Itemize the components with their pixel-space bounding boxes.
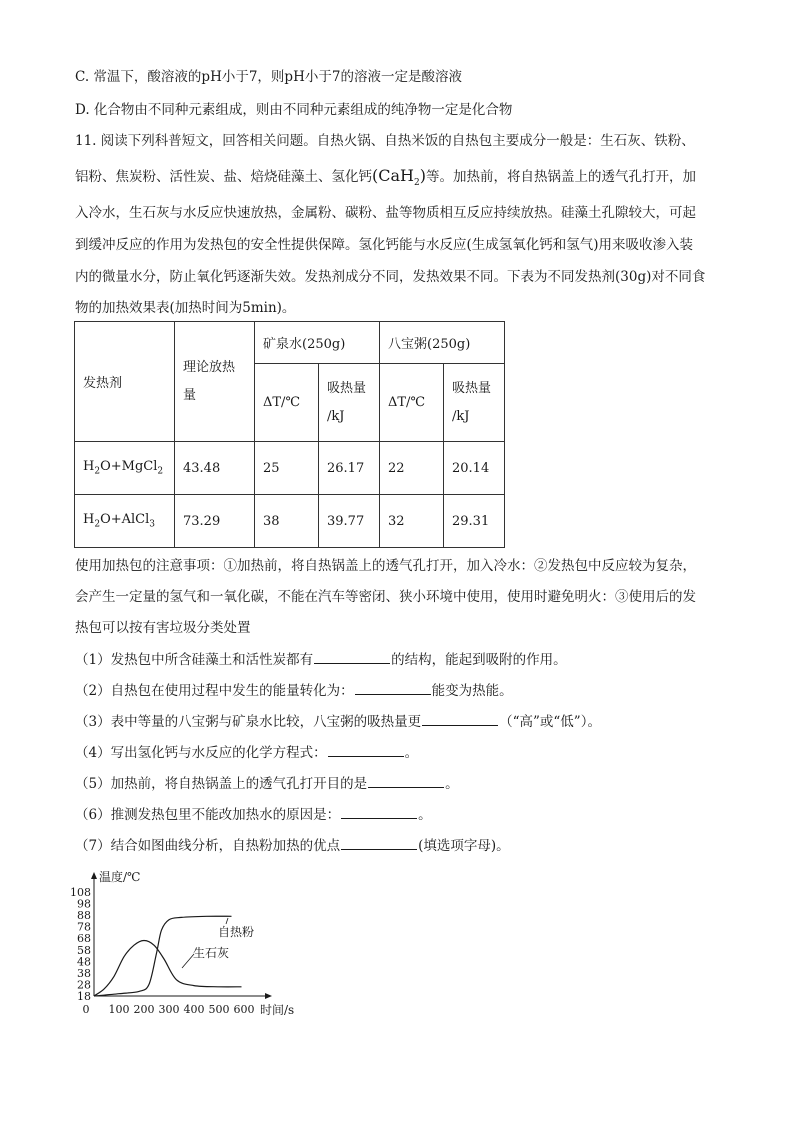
x-tick-label: 100 — [108, 1003, 130, 1016]
question-2: （2）自热包在使用过程中发生的能量转化为： 能变为热能。 — [75, 680, 513, 701]
y-tick-label: 18 — [77, 990, 91, 1003]
header-water: 矿泉水(250g) — [255, 322, 380, 364]
notes-line-1: 使用加热包的注意事项：①加热前，将自热锅盖上的透气孔打开，加入冷水：②发热包中反应较为复杂， — [75, 558, 696, 574]
row-porridge-dt: 22 — [380, 442, 444, 495]
q11-line-2b: 等。加热前，将自热锅盖上的透气孔打开，加 — [425, 169, 696, 185]
y-tick-label: 68 — [77, 932, 91, 946]
q11-line-2a: 铝粉、焦炭粉、活性炭、盐、焙烧硅藻土、氢化钙 — [75, 169, 372, 185]
x-tick-label: 0 — [82, 1003, 90, 1016]
q11-line-5: 内的微量水分，防止氧化钙逐渐失效。发热剂成分不同，发热效果不同。下表为不同发热剂(30g)对不同食 — [75, 269, 706, 285]
notes-line-3: 热包可以按有害垃圾分类处置 — [75, 620, 251, 636]
answer-blank-6[interactable] — [341, 804, 417, 819]
cah2-formula: (CaH$_2$) — [372, 166, 426, 189]
x-tick-label: 400 — [183, 1003, 205, 1016]
row-theory: 43.48 — [175, 442, 255, 495]
row-porridge-dt: 32 — [380, 495, 444, 548]
header-theory: 理论放热 量 — [175, 322, 255, 442]
question-4: （4）写出氢化钙与水反应的化学方程式： 。 — [75, 742, 418, 763]
row-theory: 73.29 — [175, 495, 255, 548]
row-water-q: 26.17 — [319, 442, 380, 495]
question-3: （3）表中等量的八宝粥与矿泉水比较，八宝粥的吸热量更 （“高”或“低”）。 — [75, 711, 601, 732]
y-tick-label: 78 — [77, 920, 91, 934]
answer-blank-2[interactable] — [355, 680, 431, 695]
question-6: （6）推测发热包里不能改加热水的原因是： 。 — [75, 804, 432, 825]
notes-line-2: 会产生一定量的氢气和一氧化碳，不能在汽车等密闭、狭小环境中使用，使用时避免明火：③使用后的发 — [75, 589, 696, 605]
option-c: C. 常温下，酸溶液的pH小于7，则pH小于7的溶液一定是酸溶液 — [75, 69, 462, 85]
question-1: （1）发热包中所含硅藻土和活性炭都有 的结构，能起到吸附的作用。 — [75, 649, 567, 670]
x-axis-arrow — [265, 993, 272, 999]
y-axis-arrow — [91, 872, 97, 879]
heating-effect-table — [74, 321, 505, 548]
row-water-q: 39.77 — [319, 495, 380, 548]
series-label-self-heating-powder: 自热粉 — [218, 925, 255, 939]
table-row — [75, 442, 505, 495]
y-tick-label: 38 — [77, 966, 91, 980]
q11-line-3: 入冷水，生石灰与水反应快速放热，金属粉、碳粉、盐等物质相互反应持续放热。硅藻土孔隙较大，可起 — [75, 205, 696, 221]
header-water-q: 吸热量 /kJ — [319, 364, 380, 442]
x-tick-label: 500 — [208, 1003, 230, 1016]
y-tick-label: 28 — [77, 978, 91, 992]
series-label-quicklime: 生石灰 — [193, 946, 230, 960]
x-tick-label: 200 — [133, 1003, 155, 1016]
y-tick-label: 58 — [77, 943, 91, 957]
option-d: D. 化合物由不同种元素组成，则由不同种元素组成的纯净物一定是化合物 — [75, 102, 513, 118]
header-water-dt: ΔT/℃ — [255, 364, 319, 442]
quicklime-leader-line — [182, 954, 194, 968]
y-tick-label: 48 — [77, 955, 91, 969]
q11-line-6: 物的加热效果表(加热时间为5min)。 — [75, 300, 296, 316]
y-axis-label: 温度/℃ — [99, 870, 141, 884]
row-agent: $H_2O+AlCl_3$ — [75, 495, 175, 548]
answer-blank-7[interactable] — [341, 835, 417, 850]
row-water-dt: 25 — [255, 442, 319, 495]
y-tick-label: 98 — [77, 897, 91, 911]
header-agent: 发热剂 — [75, 322, 175, 442]
y-tick-label: 88 — [77, 909, 91, 923]
q11-line-4: 到缓冲反应的作用为发热包的安全性提供保障。氢化钙能与水反应(生成氢氧化钙和氢气)用来吸收渗入装 — [75, 237, 694, 253]
x-axis-label: 时间/s — [260, 1003, 295, 1017]
table-row — [75, 495, 505, 548]
row-agent: $H_2O+MgCl_2$ — [75, 442, 175, 495]
x-tick-label: 300 — [158, 1003, 180, 1016]
x-tick-label: 600 — [233, 1003, 255, 1016]
question-7: （7）结合如图曲线分析，自热粉加热的优点 (填选项字母)。 — [75, 835, 510, 856]
row-porridge-q: 29.31 — [444, 495, 505, 548]
q11-line-2 — [75, 166, 696, 193]
q11-line-1: 11. 阅读下列科普短文，回答相关问题。自热火锅、自热米饭的自热包主要成分一般是：生石灰、铁粉、 — [75, 133, 695, 149]
row-porridge-q: 20.14 — [444, 442, 505, 495]
answer-blank-3[interactable] — [422, 711, 498, 726]
header-porridge-dt: ΔT/℃ — [380, 364, 444, 442]
answer-blank-4[interactable] — [328, 742, 404, 757]
header-porridge-q: 吸热量 /kJ — [444, 364, 505, 442]
temperature-chart — [60, 864, 320, 1024]
answer-blank-1[interactable] — [314, 649, 390, 664]
question-5: （5）加热前，将自热锅盖上的透气孔打开目的是 。 — [75, 773, 459, 794]
powder-leader-line — [226, 918, 228, 924]
y-tick-label: 108 — [70, 886, 91, 899]
row-water-dt: 38 — [255, 495, 319, 548]
header-porridge: 八宝粥(250g) — [380, 322, 505, 364]
answer-blank-5[interactable] — [368, 773, 444, 788]
